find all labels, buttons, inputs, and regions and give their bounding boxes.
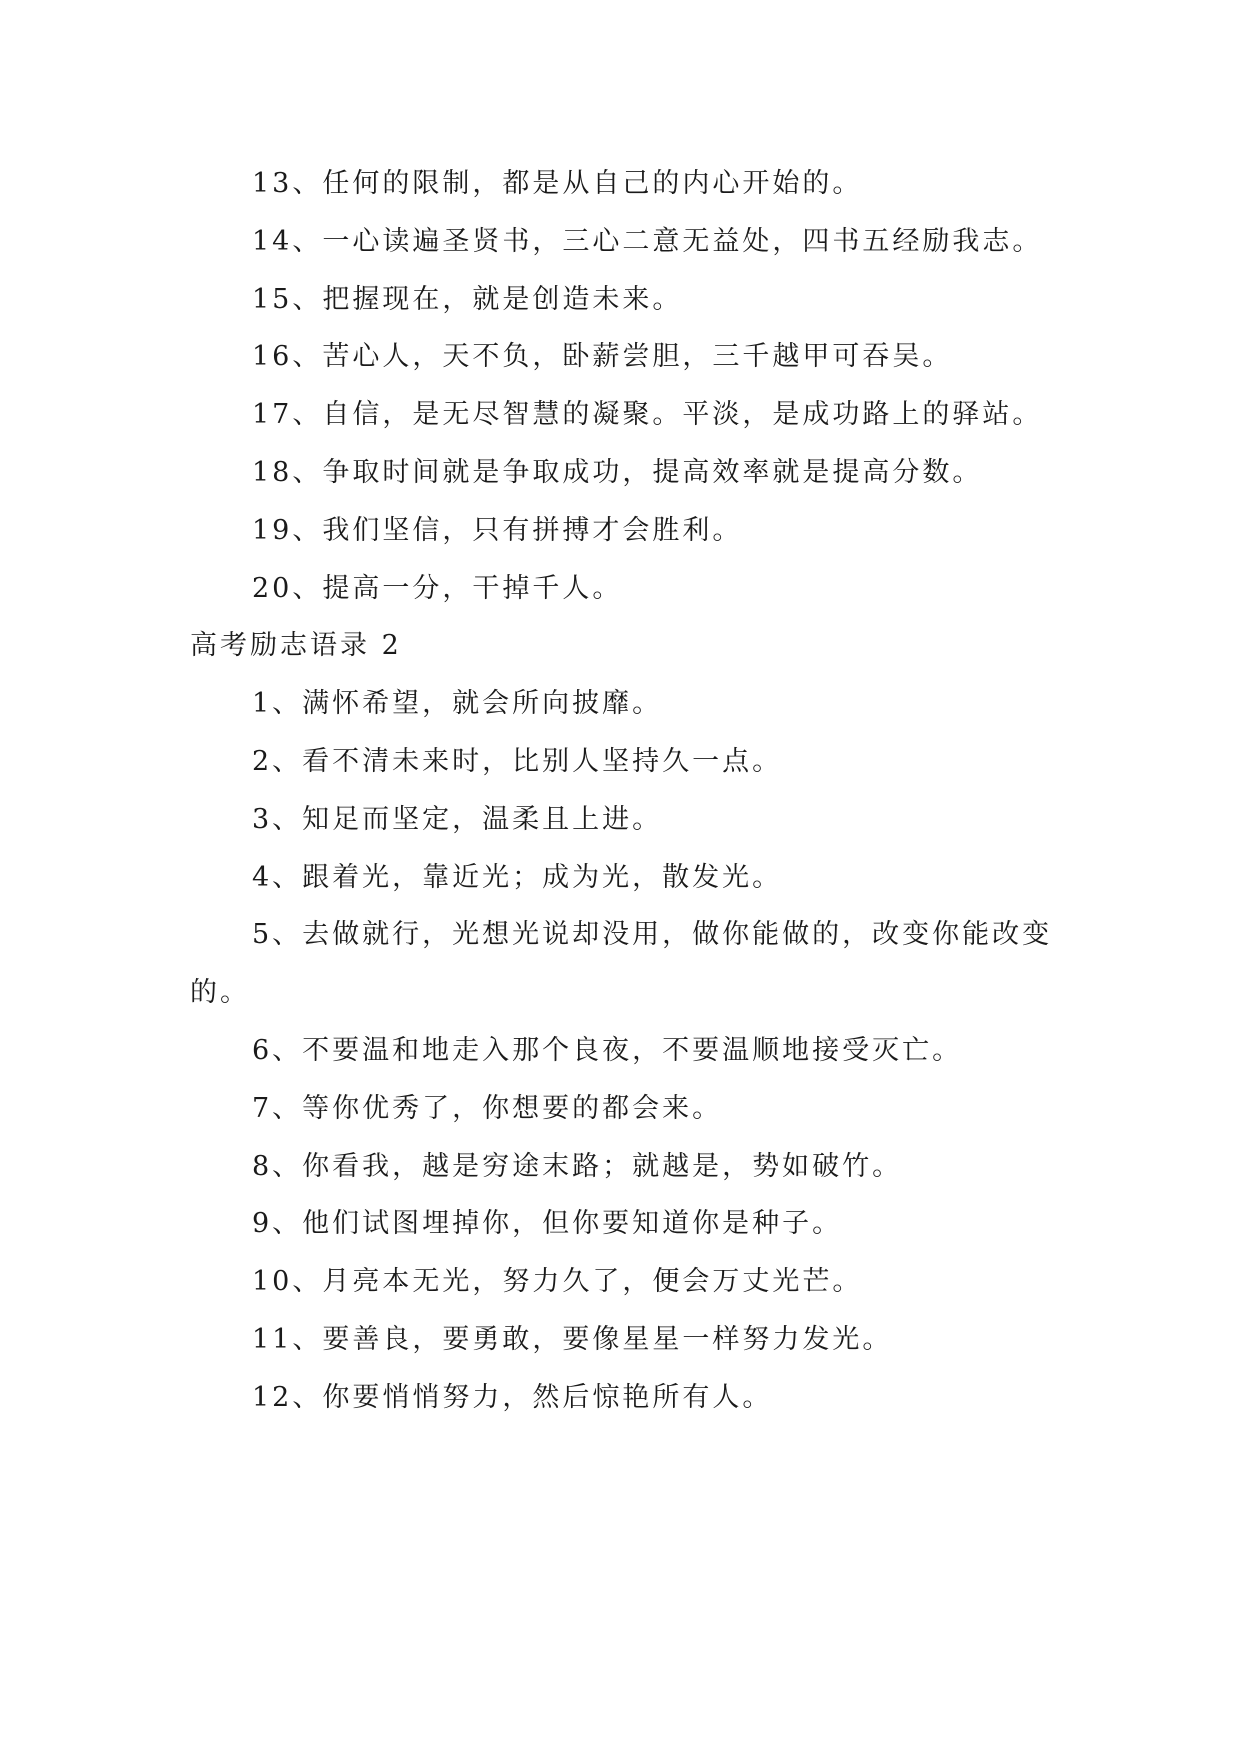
quote-item: 15、把握现在，就是创造未来。 — [252, 283, 683, 315]
quote-item: 14、一心读遍圣贤书，三心二意无益处，四书五经励我志。 — [252, 225, 1043, 257]
document-body — [190, 155, 1070, 1427]
quote-item: 3、知足而坚定，温柔且上进。 — [252, 803, 663, 835]
quote-item: 1、满怀希望，就会所向披靡。 — [252, 688, 663, 720]
quote-item: 6、不要温和地走入那个良夜，不要温顺地接受灭亡。 — [252, 1034, 963, 1066]
quote-item: 20、提高一分，干掉千人。 — [252, 572, 623, 604]
quote-item: 11、要善良，要勇敢，要像星星一样努力发光。 — [252, 1323, 893, 1355]
section-heading: 高考励志语录 2 — [190, 630, 402, 662]
quote-item: 18、争取时间就是争取成功，提高效率就是提高分数。 — [252, 456, 983, 488]
quote-item: 9、他们试图埋掉你，但你要知道你是种子。 — [252, 1208, 843, 1240]
quote-item: 4、跟着光，靠近光；成为光，散发光。 — [252, 861, 783, 893]
quote-item: 13、任何的限制，都是从自己的内心开始的。 — [252, 168, 863, 199]
quote-item: 12、你要悄悄努力，然后惊艳所有人。 — [252, 1381, 773, 1413]
quote-item: 7、等你优秀了，你想要的都会来。 — [252, 1092, 723, 1124]
quote-item: 19、我们坚信，只有拼搏才会胜利。 — [252, 514, 743, 546]
quote-item: 2、看不清未来时，比别人坚持久一点。 — [252, 745, 783, 777]
quote-item: 16、苦心人，天不负，卧薪尝胆，三千越甲可吞吴。 — [252, 341, 953, 373]
quote-item: 5、去做就行，光想光说却没用，做你能做的，改变你能改变的。 — [190, 919, 1053, 1009]
quote-item: 17、自信，是无尽智慧的凝聚。平淡，是成功路上的驿站。 — [252, 399, 1043, 431]
quote-item: 8、你看我，越是穷途末路；就越是，势如破竹。 — [252, 1150, 903, 1182]
quote-item: 10、月亮本无光，努力久了，便会万丈光芒。 — [252, 1266, 863, 1298]
